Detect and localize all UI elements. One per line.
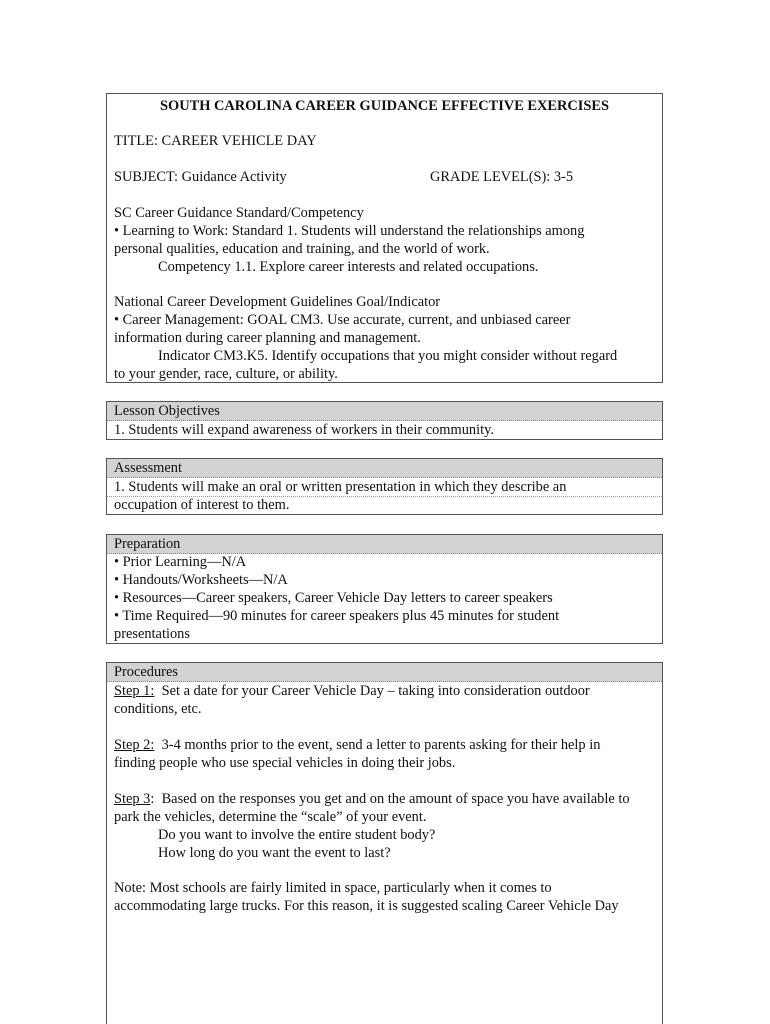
grade-level: GRADE LEVEL(S): 3-5 — [430, 169, 574, 185]
note-line: accommodating large trucks. For this reason, it is suggested scaling Career Vehicle Day — [114, 898, 619, 914]
preparation-header — [107, 535, 662, 554]
step-3-question: Do you want to involve the entire student body? — [158, 827, 436, 843]
assessment-line: 1. Students will make an oral or written presentation in which they describe an — [114, 479, 567, 495]
preparation-item: • Time Required—90 minutes for career speakers plus 45 minutes for student — [114, 608, 560, 624]
sc-standard-line: • Learning to Work: Standard 1. Students will understand the relationships among — [114, 223, 585, 239]
note-line: Note: Most schools are fairly limited in space, particularly when it comes to — [114, 880, 552, 896]
subject: SUBJECT: Guidance Activity — [114, 169, 287, 185]
assessment-box — [106, 458, 663, 515]
step-3-continued: park the vehicles, determine the “scale” of your event. — [114, 809, 427, 825]
objectives-box — [106, 401, 663, 440]
procedures-box — [106, 662, 663, 1024]
sc-standard-heading: SC Career Guidance Standard/Competency — [114, 205, 364, 221]
step-1-label: Step 1: — [114, 683, 155, 699]
preparation-item: • Prior Learning—N/A — [114, 554, 247, 570]
preparation-item: presentations — [114, 626, 190, 642]
preparation-item: • Resources—Career speakers, Career Vehicle Day letters to career speakers — [114, 590, 553, 606]
document-title: SOUTH CAROLINA CAREER GUIDANCE EFFECTIVE EXERCISES — [160, 98, 609, 114]
step-2-continued: finding people who use special vehicles in doing their jobs. — [114, 755, 456, 771]
step-3-question: How long do you want the event to last? — [158, 845, 391, 861]
step-2 — [114, 736, 600, 754]
objectives-header — [107, 402, 662, 421]
sc-competency: Competency 1.1. Explore career interests and related occupations. — [158, 259, 539, 275]
objective-item: 1. Students will expand awareness of workers in their community. — [114, 422, 494, 438]
objectives-heading: Lesson Objectives — [114, 403, 220, 419]
procedures-heading: Procedures — [114, 664, 178, 680]
national-guidelines-line: • Career Management: GOAL CM3. Use accurate, current, and unbiased career — [114, 312, 571, 328]
lesson-title: TITLE: CAREER VEHICLE DAY — [114, 133, 317, 149]
step-1-continued: conditions, etc. — [114, 701, 202, 717]
step-3-label: Step 3 — [114, 791, 151, 807]
assessment-line: occupation of interest to them. — [114, 497, 290, 513]
national-guidelines-line: to your gender, race, culture, or ability. — [114, 366, 338, 382]
preparation-item: • Handouts/Worksheets—N/A — [114, 572, 288, 588]
procedures-header — [107, 663, 662, 682]
preparation-heading: Preparation — [114, 536, 181, 552]
preparation-box — [106, 534, 663, 644]
step-1 — [114, 682, 590, 700]
step-1-text: Set a date for your Career Vehicle Day – taking into consideration outdoor — [154, 683, 590, 699]
national-guidelines-line: information during career planning and management. — [114, 330, 421, 346]
step-3 — [114, 790, 630, 808]
assessment-heading: Assessment — [114, 460, 182, 476]
sc-standard-line: personal qualities, education and training, and the world of work. — [114, 241, 490, 257]
step-3-text: : Based on the responses you get and on the amount of space you have available to — [150, 791, 630, 807]
header-box — [106, 93, 663, 383]
national-guidelines-heading: National Career Development Guidelines Goal/Indicator — [114, 294, 441, 310]
assessment-header — [107, 459, 662, 478]
national-indicator: Indicator CM3.K5. Identify occupations that you might consider without regard — [158, 348, 618, 364]
step-2-text: 3-4 months prior to the event, send a letter to parents asking for their help in — [154, 737, 601, 753]
step-2-label: Step 2: — [114, 737, 155, 753]
